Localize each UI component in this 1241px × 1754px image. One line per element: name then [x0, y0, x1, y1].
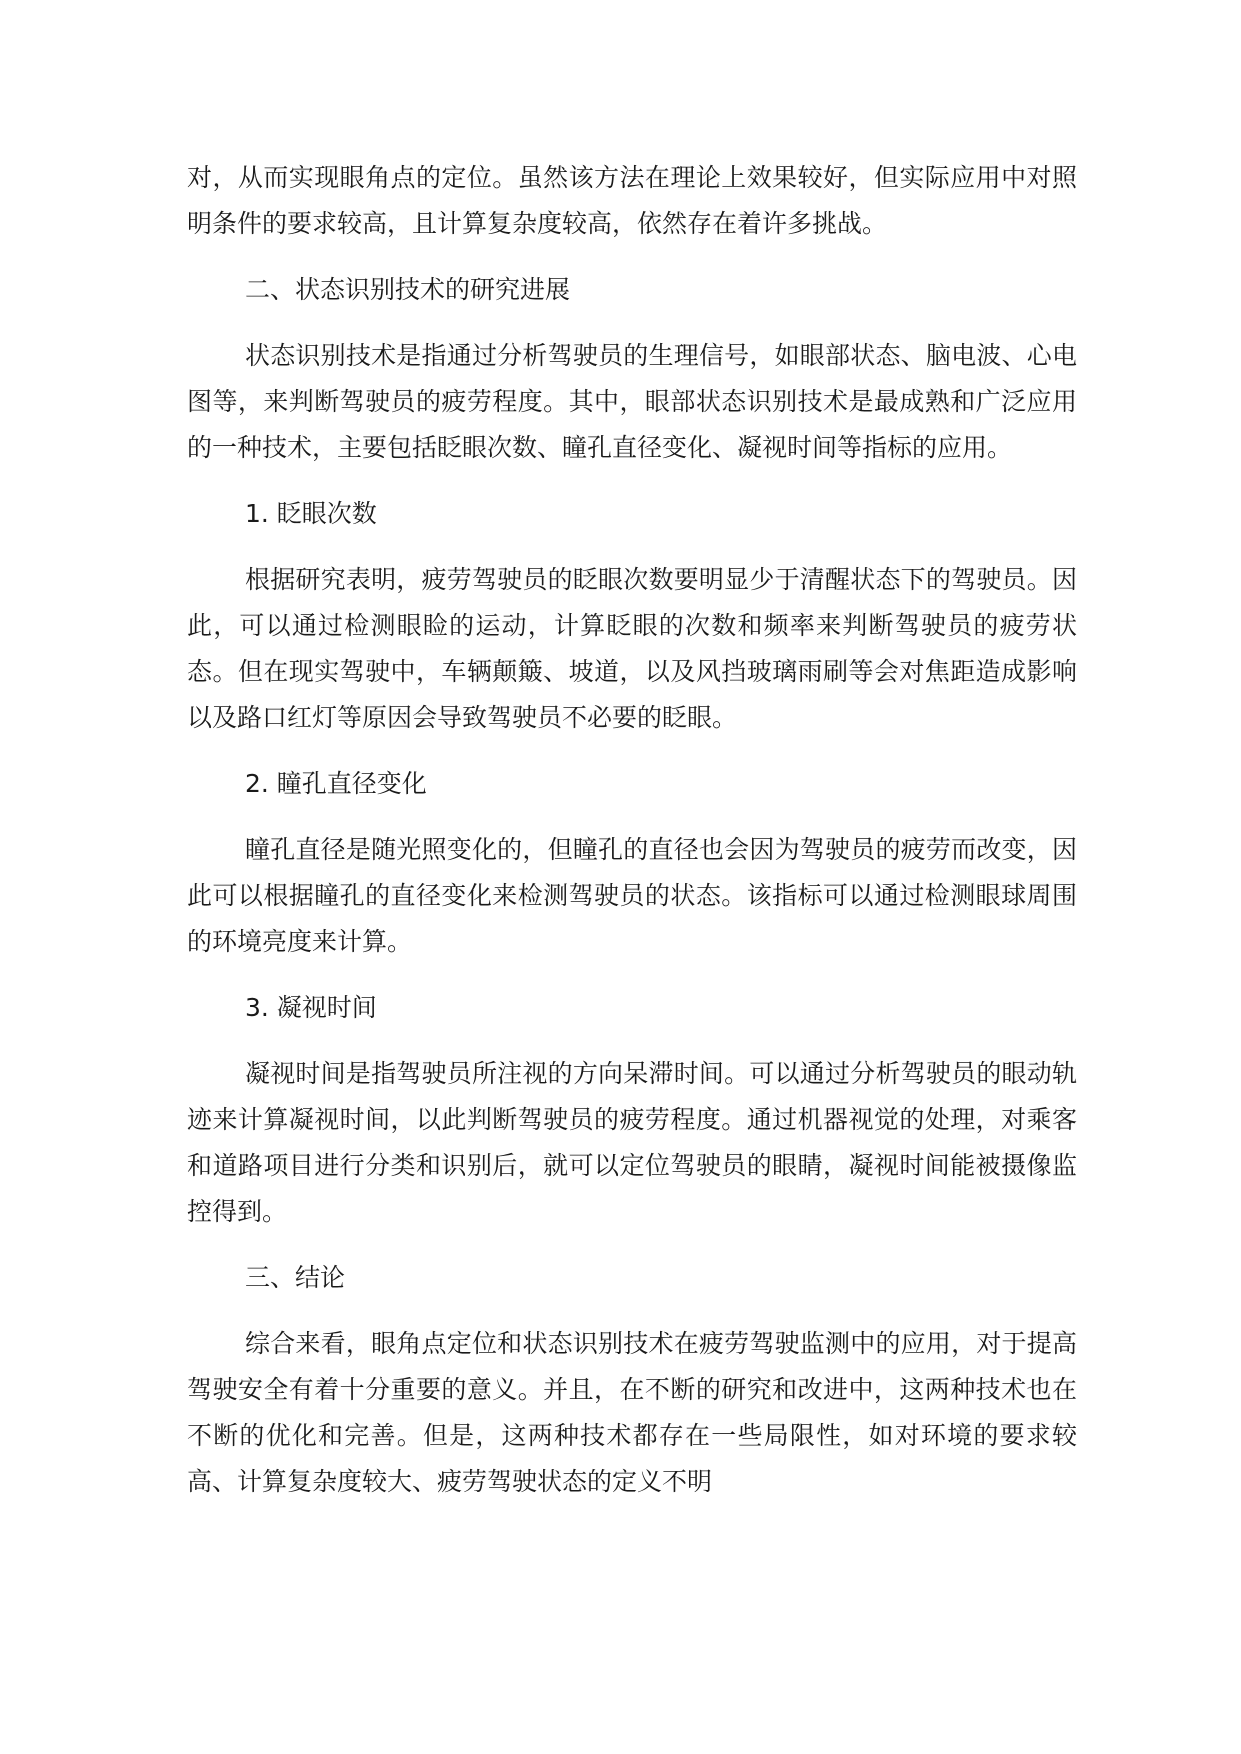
subheading-pupil-diameter: 2. 瞳孔直径变化 — [245, 769, 427, 798]
subheading-blink-count: 1. 眨眼次数 — [245, 499, 377, 528]
paragraph-blink-count: 根据研究表明，疲劳驾驶员的眨眼次数要明显少于清醒状态下的驾驶员。因此，可以通过检测眼睑的运动，计算眨眼的次数和频率来判断驾驶员的疲劳状态。但在现实驾驶中，车辆颠簸、坡道，以及风挡玻璃雨刷等会对焦距造成影响以及路口红灯等原因会导致驾驶员不必要的眨眼。 — [187, 565, 1077, 732]
subheading-gaze-time: 3. 凝视时间 — [245, 993, 377, 1022]
document-body — [187, 155, 1077, 1525]
paragraph-continuation: 对，从而实现眼角点的定位。虽然该方法在理论上效果较好，但实际应用中对照明条件的要求较高，且计算复杂度较高，依然存在着许多挑战。 — [187, 163, 1077, 238]
paragraph-conclusion: 综合来看，眼角点定位和状态识别技术在疲劳驾驶监测中的应用，对于提高驾驶安全有着十分重要的意义。并且，在不断的研究和改进中，这两种技术也在不断的优化和完善。但是，这两种技术都存在一些局限性，如对环境的要求较高、计算复杂度较大、疲劳驾驶状态的定义不明 — [187, 1329, 1077, 1496]
paragraph-gaze-time: 凝视时间是指驾驶员所注视的方向呆滞时间。可以通过分析驾驶员的眼动轨迹来计算凝视时间，以此判断驾驶员的疲劳程度。通过机器视觉的处理，对乘客和道路项目进行分类和识别后，就可以定位驾驶员的眼睛，凝视时间能被摄像监控得到。 — [187, 1059, 1077, 1226]
paragraph-pupil-diameter: 瞳孔直径是随光照变化的，但瞳孔的直径也会因为驾驶员的疲劳而改变，因此可以根据瞳孔的直径变化来检测驾驶员的状态。该指标可以通过检测眼球周围的环境亮度来计算。 — [187, 835, 1077, 956]
section-heading-status-recognition: 二、状态识别技术的研究进展 — [245, 275, 571, 304]
paragraph-status-recognition-intro: 状态识别技术是指通过分析驾驶员的生理信号，如眼部状态、脑电波、心电图等，来判断驾驶员的疲劳程度。其中，眼部状态识别技术是最成熟和广泛应用的一种技术，主要包括眨眼次数、瞳孔直径变化、凝视时间等指标的应用。 — [187, 341, 1077, 462]
section-heading-conclusion: 三、结论 — [245, 1263, 346, 1292]
